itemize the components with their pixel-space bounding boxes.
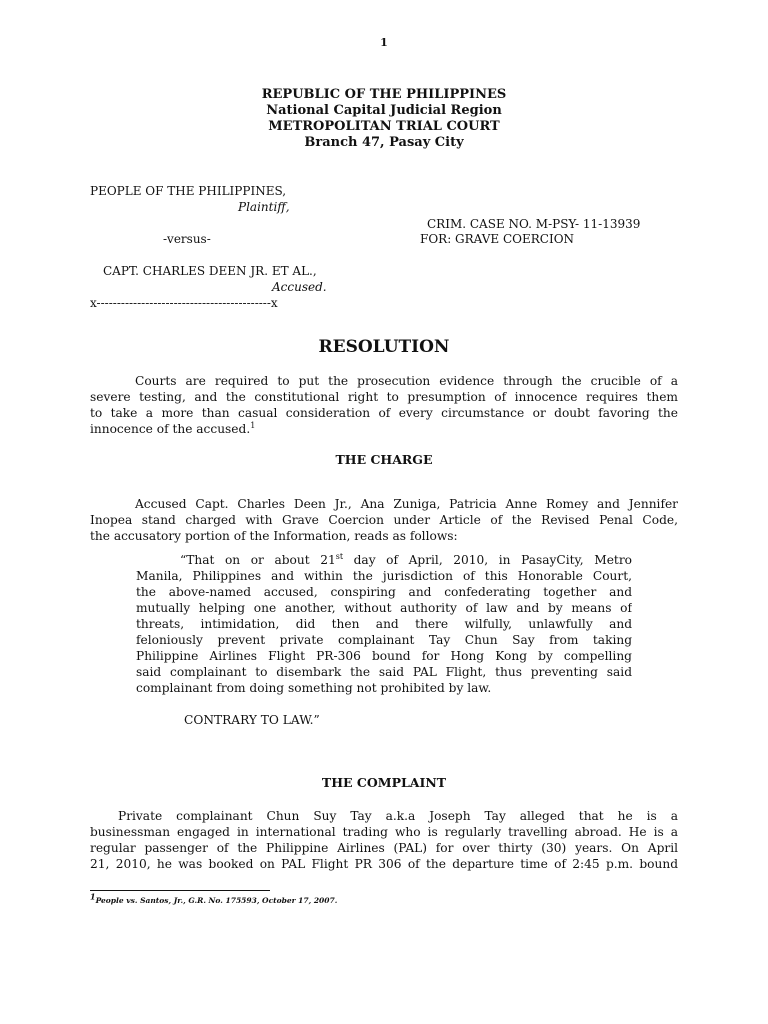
court-header-branch: Branch 47, Pasay City <box>304 135 464 150</box>
caption-separator: x-------------------------------------------x <box>90 296 278 310</box>
court-header-court: METROPOLITAN TRIAL COURT <box>268 119 500 134</box>
charge-line: Accused Capt. Charles Deen Jr., Ana Zuniga, Patricia Anne Romey and Jennifer <box>135 497 678 511</box>
quote-line: threats, intimidation, did then and there wilfully, unlawfully and <box>136 617 632 631</box>
document-title: RESOLUTION <box>318 337 450 357</box>
quote-line: feloniously prevent private complainant Tay Chun Say from taking <box>136 633 632 647</box>
plaintiff-role: Plaintiff, <box>238 200 290 214</box>
charge-paragraph <box>90 496 678 544</box>
accused-role: Accused. <box>272 280 327 294</box>
quote-line: “That on or about 21st day of April, 2010, in PasayCity, Metro <box>180 552 632 567</box>
information-quote <box>136 552 632 696</box>
versus-label: -versus- <box>163 232 211 246</box>
quote-line: the above-named accused, conspiring and confederating together and <box>136 585 632 599</box>
complaint-line: Private complainant Chun Suy Tay a.k.a Joseph Tay alleged that he is a <box>118 809 678 823</box>
quote-line: Manila, Philippines and within the jurisdiction of this Honorable Court, <box>136 569 632 583</box>
plaintiff-name: PEOPLE OF THE PHILIPPINES, <box>90 184 287 198</box>
section-heading-complaint: THE COMPLAINT <box>321 775 447 790</box>
charge-line: Inopea stand charged with Grave Coercion under Article of the Revised Penal Code, <box>90 513 678 527</box>
footnote-rule <box>90 890 270 891</box>
court-header-republic: REPUBLIC OF THE PHILIPPINES <box>261 87 507 102</box>
quote-line: said complainant to disembark the said PAL Flight, thus preventing said <box>136 665 632 679</box>
section-heading-charge: THE CHARGE <box>335 452 433 467</box>
footnote-text: People vs. Santos, Jr., G.R. No. 175593, October 17, 2007. <box>95 896 338 905</box>
intro-line: innocence of the accused.$^1$ <box>90 421 256 436</box>
complaint-paragraph <box>90 808 678 872</box>
intro-line: severe testing, and the constitutional right to presumption of innocence requires them <box>90 390 678 404</box>
case-number: CRIM. CASE NO. M-PSY- 11-13939 <box>427 217 641 231</box>
court-header-region: National Capital Judicial Region <box>266 103 502 118</box>
intro-line: to take a more than casual consideration of every circumstance or doubt favoring the <box>90 406 678 420</box>
footnote <box>90 891 338 905</box>
footnote-marker: 1 <box>250 421 256 430</box>
contrary-to-law: CONTRARY TO LAW.” <box>184 713 320 727</box>
quote-line: mutually helping one another, without authority of law and by means of <box>136 601 632 615</box>
quote-line: Philippine Airlines Flight PR-306 bound for Hong Kong by compelling <box>136 649 632 663</box>
quote-line: complainant from doing something not prohibited by law. <box>136 681 492 695</box>
footnote-mark: 1 <box>90 891 96 902</box>
intro-line: Courts are required to put the prosecution evidence through the crucible of a <box>135 374 678 388</box>
complaint-line: regular passenger of the Philippine Airlines (PAL) for over thirty (30) years. On April <box>90 841 678 855</box>
intro-paragraph <box>90 373 678 437</box>
complaint-line: 21, 2010, he was booked on PAL Flight PR 306 of the departure time of 2:45 p.m. bound <box>90 857 678 871</box>
page-number: 1 <box>380 36 388 49</box>
charge-line: the accusatory portion of the Information, reads as follows: <box>90 529 458 543</box>
accused-name: CAPT. CHARLES DEEN JR. ET AL., <box>103 264 317 278</box>
offense-label: FOR: GRAVE COERCION <box>420 232 575 246</box>
complaint-line: businessman engaged in international trading who is regularly travelling abroad. He is a <box>90 825 678 839</box>
